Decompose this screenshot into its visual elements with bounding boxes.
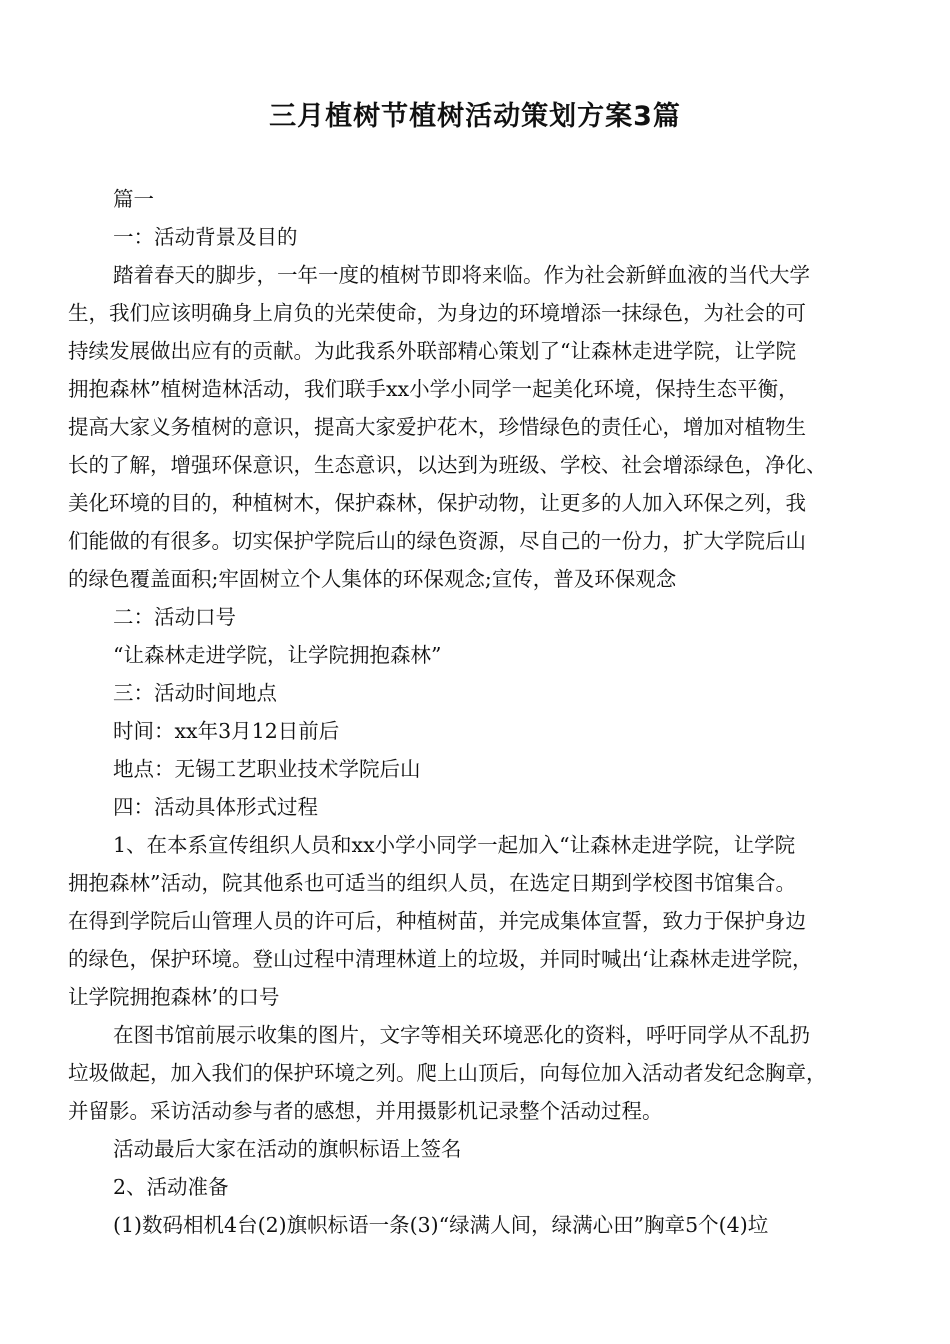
text-line: 四：活动具体形式过程: [113, 795, 318, 819]
document-title: 三月植树节植树活动策划方案3篇: [269, 101, 681, 132]
text-line: 拥抱森林”活动，院其他系也可适当的组织人员，在选定日期到学校图书馆集合。: [68, 871, 796, 895]
text-line: 的绿色覆盖面积;牢固树立个人集体的环保观念;宣传，普及环保观念: [68, 567, 677, 591]
text-line: 在得到学院后山管理人员的许可后，种植树苗，并完成集体宣誓，致力于保护身边: [68, 909, 806, 933]
document-body: [68, 180, 886, 1244]
text-line: 持续发展做出应有的贡献。为此我系外联部精心策划了“让森林走进学院，让学院: [68, 339, 796, 363]
text-line: 活动最后大家在活动的旗帜标语上签名: [113, 1137, 462, 1161]
text-line: 让学院拥抱森林’的口号: [68, 985, 280, 1009]
text-line: 篇一: [113, 187, 154, 211]
text-line: 提高大家义务植树的意识，提高大家爱护花木，珍惜绿色的责任心，增加对植物生: [68, 415, 806, 439]
text-line: 地点：无锡工艺职业技术学院后山: [113, 757, 421, 781]
text-line: 2、活动准备: [113, 1175, 229, 1199]
text-line: 1、在本系宣传组织人员和xx小学小同学一起加入“让森林走进学院，让学院: [113, 833, 796, 857]
text-line: “让森林走进学院，让学院拥抱森林”: [113, 643, 442, 667]
text-line: 二：活动口号: [113, 605, 236, 629]
text-line: 一：活动背景及目的: [113, 225, 298, 249]
text-line: 美化环境的目的，种植树木，保护森林，保护动物，让更多的人加入环保之列，我: [68, 491, 806, 515]
text-line: 垃圾做起，加入我们的保护环境之列。爬上山顶后，向每位加入活动者发纪念胸章，: [68, 1061, 827, 1085]
text-line: 的绿色，保护环境。登山过程中清理林道上的垃圾，并同时喊出‘让森林走进学院，: [68, 947, 813, 971]
text-line: 并留影。采访活动参与者的感想，并用摄影机记录整个活动过程。: [68, 1099, 663, 1123]
text-line: 长的了解，增强环保意识，生态意识，以达到为班级、学校、社会增添绿色，净化、: [68, 453, 827, 477]
text-line: 拥抱森林”植树造林活动，我们联手xx小学小同学一起美化环境，保持生态平衡，: [68, 377, 799, 401]
text-line: 们能做的有很多。切实保护学院后山的绿色资源，尽自己的一份力，扩大学院后山: [68, 529, 806, 553]
text-line: 三：活动时间地点: [113, 681, 277, 705]
text-line: 时间：xx年3月12日前后: [113, 719, 340, 743]
text-line: (1)数码相机4台(2)旗帜标语一条(3)“绿满人间，绿满心田”胸章5个(4)垃: [113, 1213, 769, 1237]
text-line: 在图书馆前展示收集的图片，文字等相关环境恶化的资料，呼吁同学从不乱扔: [113, 1023, 810, 1047]
text-line: 踏着春天的脚步，一年一度的植树节即将来临。作为社会新鲜血液的当代大学: [113, 263, 810, 287]
text-line: 生，我们应该明确身上肩负的光荣使命，为身边的环境增添一抹绿色，为社会的可: [68, 301, 806, 325]
